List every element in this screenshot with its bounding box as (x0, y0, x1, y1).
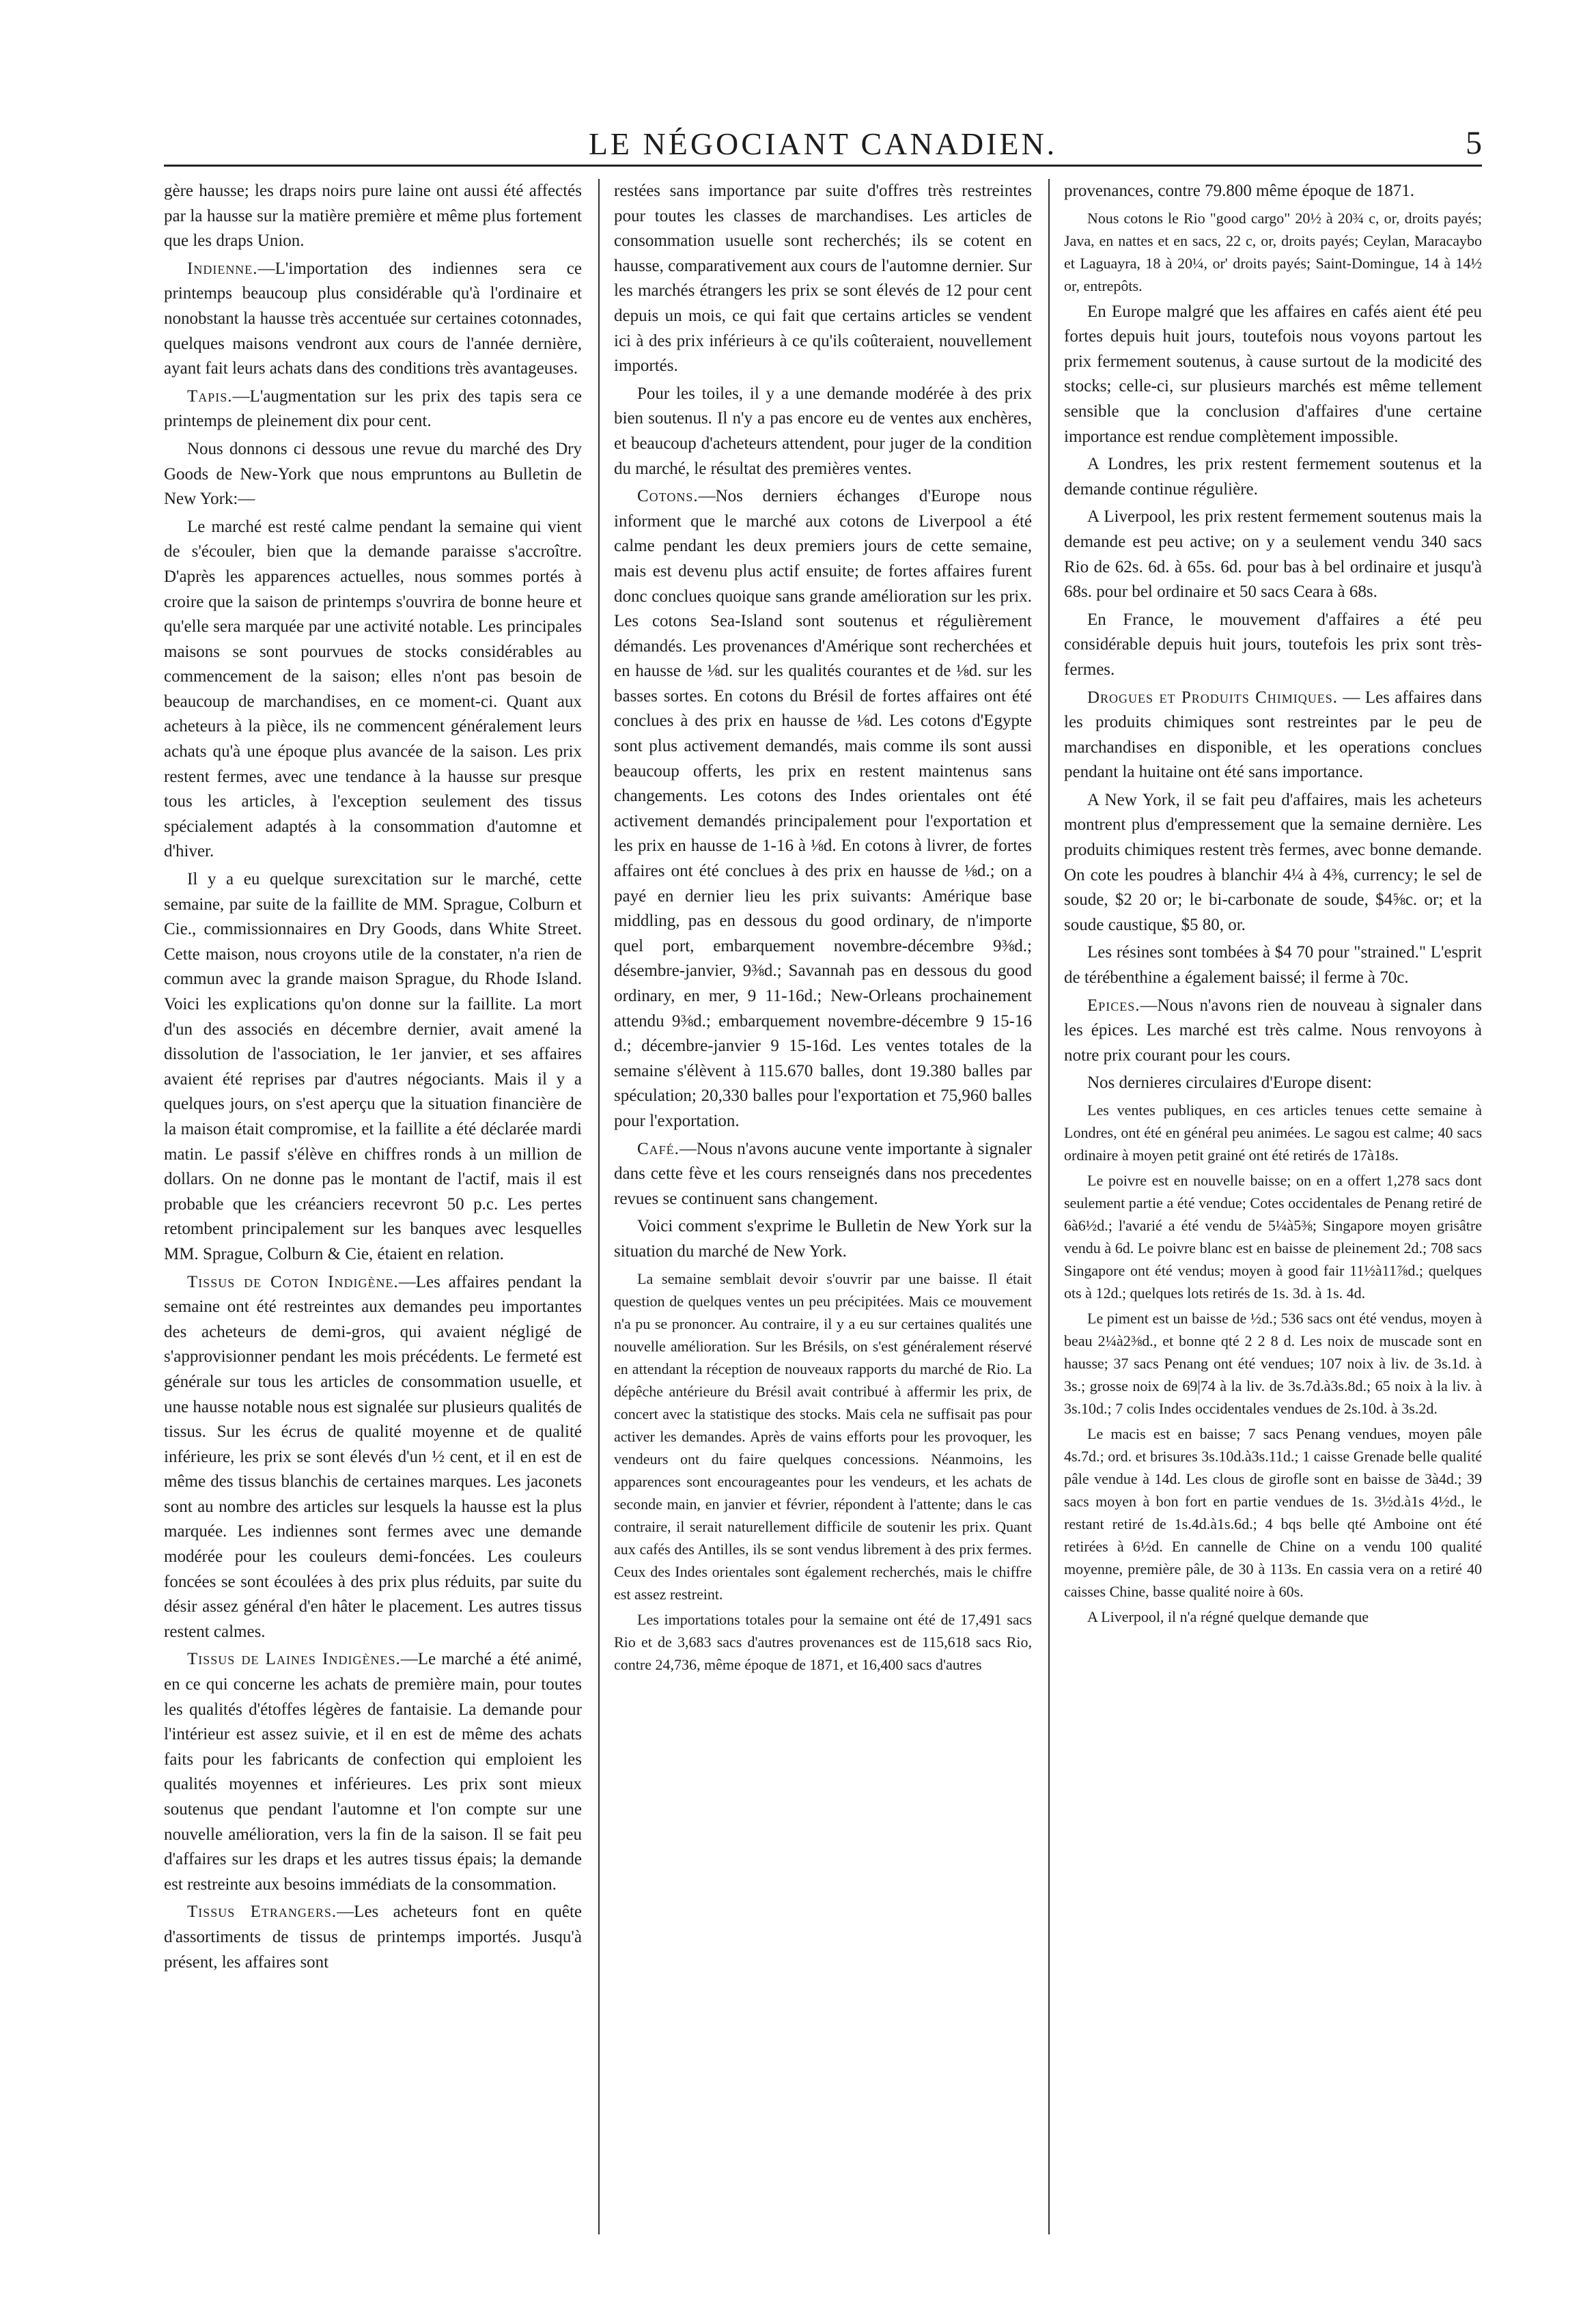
article-paragraph (614, 484, 1032, 1134)
page-number: 5 (1466, 125, 1482, 161)
section-heading: Café. (637, 1139, 680, 1158)
paragraph-text: —Nous n'avons aucune vente importante à signaler dans cette fève et les cours renseignés dans nos precedentes revues se continuent sans changement. (614, 1139, 1032, 1208)
article-paragraph: Nos dernieres circulaires d'Europe disent: (1087, 1074, 1372, 1093)
article-paragraph: La semaine semblait devoir s'ouvrir par une baisse. Il était question de quelques ventes un peu précipitées. Mais ce mouvement n'a pu se prononcer. Au contraire, il y a eu sur certaines qualités une nouvelle amélioration. Sur les Brésils, on s'est généralement réservé en attendant la réception de nouveaux rapports du marché de Rio. La dépêche antérieure du Brésil avait contribué à affermir les prix, de concert avec la statistique des stocks. Mais cela ne suffisait pas pour activer les demandes. Après de vains efforts pour les provoquer, les vendeurs ont du faire quelques concessions. Néanmoins, les apparences sont encourageantes pour les vendeurs, et les achats de seconde main, en janvier et février, répondent à l'attente; dans le cas contraire, il serait naturellement difficile de soutenir les prix. Quant aux cafés des Antilles, ils se sont vendus librement à des prix fermes. Ceux des Indes orientales sont également recherchés, mais le chiffre est assez restreint. (614, 1269, 1032, 1603)
paragraph-text: —Le marché a été animé, en ce qui concerne les achats de première main, pour toutes les qualités d'étoffes légères de fantaisie. La demande pour l'intérieur est assez suivie, et il en est de même des achats faits pour les fabricants de confection qui emploient les qualités moyennes et inférieures. Les prix sont mieux soutenus que pendant l'automne et l'on compte sur une nouvelle amélioration, vers la fin de la saison. Il se fait peu d'affaires sur les draps et les autres tissus épais; la demande est restreinte aux besoins immédiats de la consommation. (164, 1650, 582, 1894)
newspaper-title: LE NÉGOCIANT CANADIEN. (588, 126, 1058, 161)
masthead (164, 115, 1482, 169)
column-divider-2 (1048, 179, 1050, 2234)
section-heading: Indienne. (187, 259, 258, 278)
article-paragraph: Il y a eu quelque surexcitation sur le marché, cette semaine, par suite de la faillite de MM. Sprague, Colburn et Cie., commissionnaires en Dry Goods, dans White Street. Cette maison, nous croyons utile de la constater, n'a rien de commun avec la grande maison Sprague, du Rhode Island. Voici les explications qu'on donne sur la faillite. La mort d'un des associés en décembre dernier, avait amené la dissolution de l'association, le 1er janvier, et ses affaires avaient été reprises par d'autres négociants. Mais il y a quelques jours, on s'est aperçu que la situation financière de la maison était compromise, et la faillite a été déclarée mardi matin. Le passif s'élève en chiffres ronds à un million de dollars. On ne donne pas le montant de l'actif, mais il est probable que les créanciers recevront 50 p.c. Les pertes retombent principalement sur les banques avec lesquelles MM. Sprague, Colburn & Cie, étaient en relation. (164, 870, 582, 1263)
section-heading: Cotons. (637, 487, 699, 506)
section-heading: Drogues et Produits Chimiques. (1087, 688, 1339, 707)
column-1 (164, 179, 582, 2234)
article-paragraph: A Liverpool, les prix restent fermement soutenus mais la demande est peu active; on y a seulement vendu 340 sacs Rio de 62s. 6d. à 65s. 6d. pour bas à bel ordinaire et jusqu'à 68s. pour bel ordinaire et 50 sacs Ceara à 68s. (1064, 507, 1482, 602)
article-paragraph (164, 384, 582, 434)
article-paragraph (1064, 686, 1482, 785)
paragraph-text: —Nous n'avons rien de nouveau à signaler dans les épices. Les marché est très calme. Nous renvoyons à notre prix courant pour les cours. (1064, 996, 1482, 1065)
article-paragraph (164, 1270, 582, 1645)
article-paragraph: Nous cotons le Rio "good cargo" 20½ à 20¾ c, or, droits payés; Java, en nattes et en sacs, 22 c, or, droits payés; Ceylan, Maracaybo et Laguayra, 18 à 20¼, or' droits payés; Saint-Domingue, 14 à 14½ or, entrepôts. (1064, 209, 1482, 294)
article-paragraph (164, 1900, 582, 1975)
article-paragraph: Le piment est un baisse de ½d.; 536 sacs ont été vendus, moyen à beau 2¼à2⅜d., et bonne qté 2 2 8 d. Les noix de muscade sont en hausse; 37 sacs Penang ont été vendues; 107 noix à liv. de 3s.1d. à 3s.; grosse noix de 69|74 à la liv. de 3s.7d.à3s.8d.; 65 noix à la liv. à 3s.10d.; 7 colis Indes occidentales vendues de 2s.10d. à 3s.2d. (1064, 1310, 1482, 1417)
article-paragraph: restées sans importance par suite d'offres très restreintes pour toutes les classes de marchandises. Les articles de consommation usuelle sont recherchés; ils se cotent en hausse, comparativement aux cours de l'automne dernier. Sur les marchés étrangers les prix se sont élevés de 12 pour cent depuis un mois, ce qui fait que certains articles se vendent ici à des prix inférieurs à ce qu'ils coûteraient, nouvellement importés. (614, 182, 1032, 376)
article-paragraph: Les résines sont tombées à $4 70 pour "strained." L'esprit de térébenthine a également baissé; il ferme à 70c. (1064, 943, 1482, 987)
article-paragraph: Les ventes publiques, en ces articles tenues cette semaine à Londres, ont été en général peu animées. Le sagou est calme; 40 sacs ordinaire à moyen petit grainé ont été retirés de 17à18s. (1064, 1102, 1482, 1164)
article-paragraph: En France, le mouvement d'affaires a été peu considérable depuis huit jours, toutefois les prix sont très-fermes. (1064, 610, 1482, 679)
paragraph-text: —Les affaires pendant la semaine ont été restreintes aux demandes peu importantes des acheteurs de demi-gros, qui avaient négligé de s'approvisionner pendant les mois précédents. Le fermeté est générale sur tous les articles de consommation usuelle, et une hausse notable nous est signalée sur plusieurs qualités de tissus. Sur les écrus de qualité moyenne et de qualité inférieure, les prix se sont élevés d'un ½ cent, et il en est de même des tissus blanchis de certaines marques. Les jaconets sont au nombre des articles sur lesquels la hausse est la plus marquée. Les indiennes sont fermes avec une demande modérée pour les couleurs demi-foncées. Les couleurs foncées se sont écoulées à des prix plus réduits, par suite du désir assez général d'en hâter le placement. Les autres tissus restent calmes. (164, 1272, 582, 1641)
article-paragraph: A Londres, les prix restent fermement soutenus et la demande continue régulière. (1064, 455, 1482, 499)
article-paragraph: Voici comment s'exprime le Bulletin de New York sur la situation du marché de New York. (614, 1217, 1032, 1261)
section-heading: Tissus Etrangers. (187, 1903, 337, 1922)
header-rule (164, 165, 1482, 167)
paragraph-text: —Nos derniers échanges d'Europe nous informent que le marché aux cotons de Liverpool a été calme pendant les deux premiers jours de cette semaine, mais est devenu plus actif ensuite; de fortes affaires furent donc conclues quoique sans grande amélioration sur les prix. Les cotons Sea-Island sont soutenus et régulièrement démandés. Les provenances d'Amérique sont recherchées et en hausse de ⅛d. sur les qualités courantes et de ⅛d. sur les basses sortes. En cotons du Brésil de fortes affaires ont été conclues à des prix en hausse de ⅛d. Les cotons d'Egypte sont plus activement demandés, mais comme ils sont aussi beaucoup offerts, les prix en restent maintenus sans changements. Les cotons des Indes orientales ont été activement demandés principalement pour l'exportation et les prix en hausse de 1-16 à ⅛d. En cotons à livrer, de fortes affaires ont été conclues à des prix en hausse de ⅛d.; on a payé en dernier lieu les prix suivants: Amérique base middling, pas en dessous du good ordinary, de n'importe quel port, embarquement novembre-décembre 9⅜d.; désembre-janvier, 9⅜d.; Savannah pas en dessous du good ordinary, en mer, 9 11-16d.; New-Orleans prochainement attendu 9⅜d.; embarquement novembre-décembre 9 15-16 d.; décembre-janvier 9 15-16d. Les ventes totales de la semaine s'élèvent à 115.670 balles, dont 19.380 balles par spéculation; 20,330 balles pour l'exportation et 75,960 balles pour l'exportation. (614, 487, 1032, 1130)
article-paragraph (164, 257, 582, 382)
column-3 (1064, 179, 1482, 2234)
paragraph-text: —Les acheteurs font en quête d'assortiments de tissus de printemps importés. Jusqu'à présent, les affaires sont (164, 1903, 582, 1972)
section-heading: Tissus de Coton Indigène. (187, 1272, 399, 1291)
section-heading: Tissus de Laines Indigènes. (187, 1650, 401, 1669)
column-divider-1 (598, 179, 600, 2234)
article-paragraph: A Liverpool, il n'a régné quelque demande que (1087, 1608, 1369, 1625)
article-columns (164, 179, 1482, 2234)
article-paragraph: En Europe malgré que les affaires en cafés aient été peu fortes depuis huit jours, toutefois nous voyons partout les prix fermement soutenus, à cause surtout de la modicité des stocks; celle-ci, sur plusieurs marchés est même tellement sensible que la conclusion d'affaires d'une certaine importance est rendue complètement impossible. (1064, 302, 1482, 446)
column-2 (614, 179, 1032, 2234)
article-paragraph: Nous donnons ci dessous une revue du marché des Dry Goods de New-York que nous empruntons au Bulletin de New York:— (164, 439, 582, 509)
article-paragraph: Le macis est en baisse; 7 sacs Penang vendues, moyen pâle 4s.7d.; ord. et brisures 3s.10d.à3s.11d.; 1 caisse Grenade belle qualité pâle vendue à 14d. Les clous de girofle sont en baisse de 3à4d.; 39 sacs moyen à bon fort en partie vendues de 1s. 3½d.à1s 4½d., le restant retiré de 1s.4d.à1s.6d.; 4 bqs belle qté Amboine ont été retirées à 6½d. En cannelle de Chine on a vendu 100 qualité moyenne, première pâle, de 30 à 113s. En cassia vera on a retiré 40 caisses Chine, basse qualité noire à 60s. (1064, 1425, 1482, 1600)
section-heading: Epices. (1087, 996, 1140, 1015)
paragraph-text: — Les affaires dans les produits chimiques sont restreintes par le peu de marchandises en disponible, et les operations conclues pendant la huitaine ont été sans importance. (1064, 688, 1482, 782)
section-heading: Tapis. (187, 387, 233, 406)
paragraph-text: —L'augmentation sur les prix des tapis sera ce printemps de pleinement dix pour cent. (164, 387, 582, 431)
paragraph-text: —L'importation des indiennes sera ce printemps beaucoup plus considérable qu'à l'ordinaire et nonobstant la hausse très accentuée sur certaines cotonnades, quelques maisons vendront aux cours de l'année dernière, ayant fait leurs achats dans des conditions très avantageuses. (164, 259, 582, 378)
article-paragraph: gère hausse; les draps noirs pure laine ont aussi été affectés par la hausse sur la matière première et même plus fortement que les draps Union. (164, 182, 582, 251)
article-paragraph: provenances, contre 79.800 même époque de 1871. (1064, 182, 1415, 200)
article-paragraph: A New York, il se fait peu d'affaires, mais les acheteurs montrent plus d'empressement que la semaine dernière. Les produits chimiques restent très fermes, avec bonne demande. On cote les poudres à blanchir 4¼ à 4⅜, currency; le sel de soude, $2 20 or; le bi-carbonate de soude, $4⅝c. or; et la soude caustique, $5 80, or. (1064, 790, 1482, 934)
article-paragraph: Les importations totales pour la semaine ont été de 17,491 sacs Rio et de 3,683 sacs d'autres provenances est de 115,618 sacs Rio, contre 24,736, même époque de 1871, et 16,400 sacs d'autres (614, 1610, 1032, 1673)
article-paragraph (1064, 994, 1482, 1069)
article-paragraph (614, 1137, 1032, 1212)
article-paragraph: Le marché est resté calme pendant la semaine qui vient de s'écouler, bien que la demande paraisse s'accroître. D'après les apparences actuelles, nous sommes portés à croire que la saison de printemps s'ouvrira de bonne heure et qu'elle sera marquée par une activité notable. Les principales maisons se sont pourvues de stocks considérables au commencement de la saison; elles n'ont pas besoin de beaucoup de marchandises, en ce moment-ci. Quant aux acheteurs à la pièce, ils ne commencent généralement leurs achats qu'à une époque plus avancée de la saison. Les prix restent fermes, avec une tendance à la hausse sur presque tous les articles, à l'exception seulement des tissus spécialement adaptés à la consommation d'automne et d'hiver. (164, 517, 582, 861)
article-paragraph (164, 1647, 582, 1897)
article-paragraph: Pour les toiles, il y a une demande modérée à des prix bien soutenus. Il n'y a pas encore eu de ventes aux enchères, et beaucoup d'acheteurs attendent, pour juger de la condition du marché, le résultat des premières ventes. (614, 384, 1032, 478)
article-paragraph: Le poivre est en nouvelle baisse; on en a offert 1,278 sacs dont seulement partie a été vendue; Cotes occidentales de Penang retiré de 6à6½d.; l'avarié a été vendu de 5¼à5⅜; Singapore moyen grisâtre vendu à 6d. Le poivre blanc est en baisse de pleinement 2d.; 708 sacs Singapore ont été vendus; moyen à good fair 11½à11⅞d.; quelques ots à 12d.; quelques lots retirés de 1s. 3d. à 1s. 4d. (1064, 1172, 1482, 1302)
